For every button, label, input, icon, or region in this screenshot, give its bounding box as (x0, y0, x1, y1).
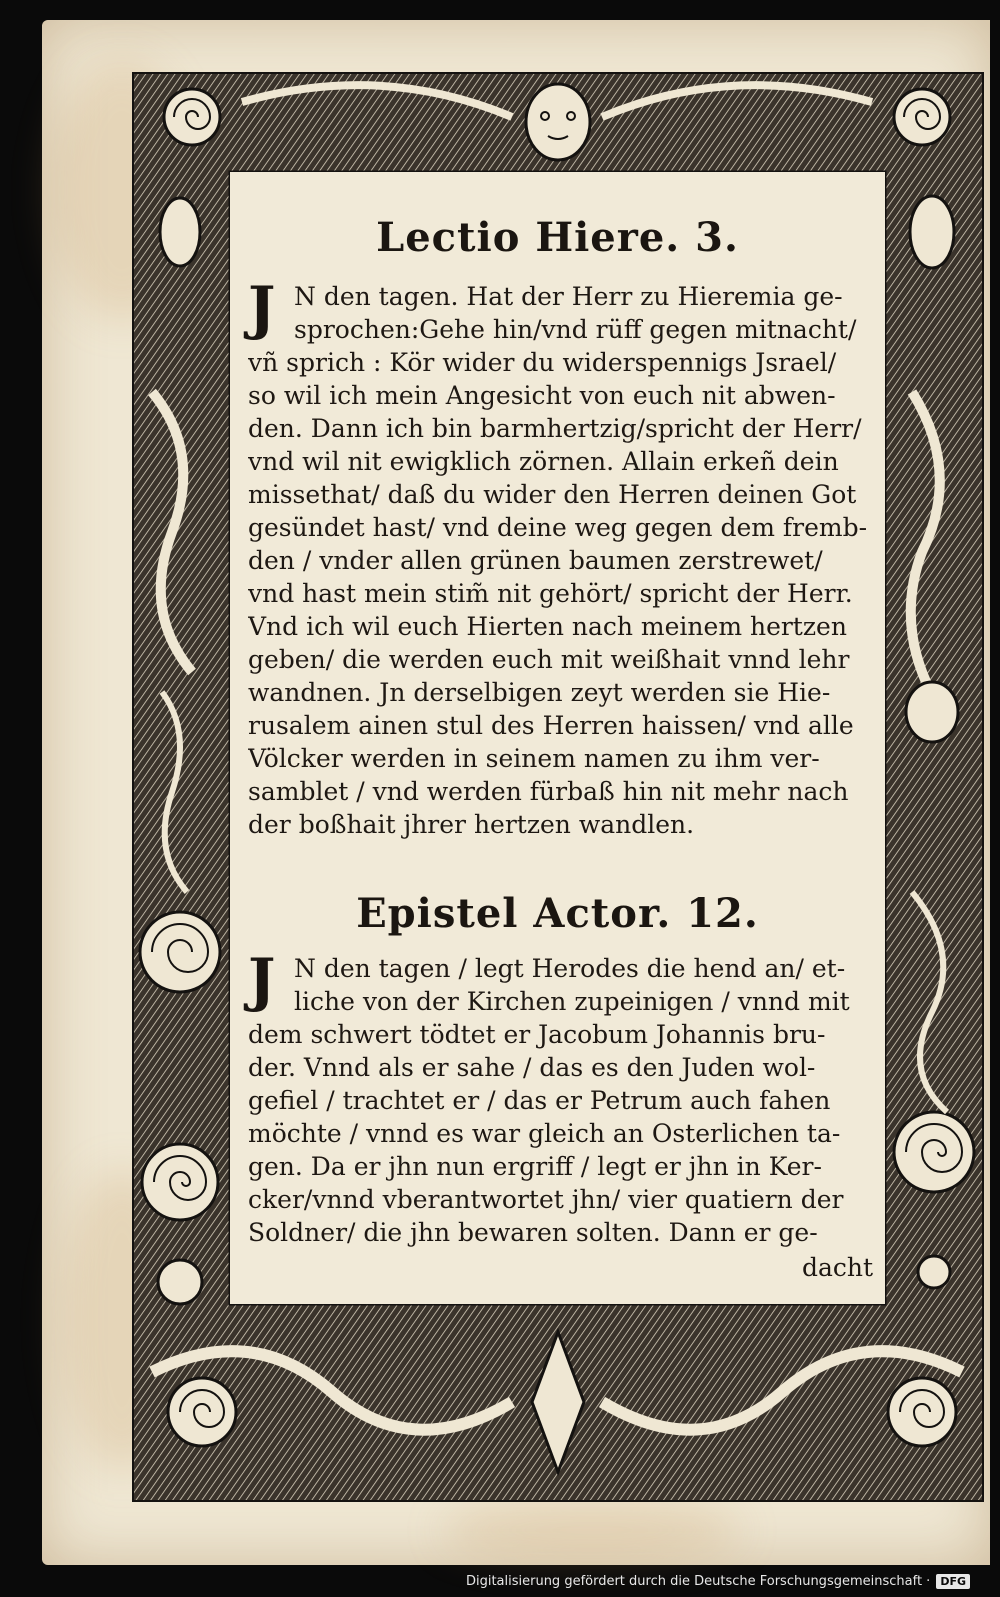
text-line: vnd hast mein stim̃ nit gehört/ spricht der Herr. (248, 579, 853, 608)
text-line: gesündet hast/ vnd deine weg gegen dem fremb- (248, 513, 868, 542)
text-line: N den tagen / legt Herodes die hend an/ et- (294, 954, 846, 983)
text-line: den / vnder allen grünen baumen zerstrewet/ (248, 546, 823, 575)
text-line: so wil ich mein Angesicht von euch nit abwen- (248, 381, 836, 410)
text-line: missethat/ daß du wider den Herren deinen Got (248, 480, 857, 509)
credit-text: Digitalisierung gefördert durch die Deutsche Forschungsgemeinschaft · (465, 1574, 931, 1589)
text-line: gen. Da er jhn nun ergriff / legt er jhn in Ker- (248, 1152, 822, 1181)
epistel-text (248, 946, 873, 1249)
drop-capital: J (248, 946, 276, 1014)
dfg-logo: DFG (936, 1574, 970, 1589)
text-line: samblet / vnd werden fürbaß hin nit mehr nach (248, 777, 849, 806)
text-line: wandnen. Jn derselbigen zeyt werden sie Hie- (248, 678, 831, 707)
text-line: cker/vnnd vberantwortet jhn/ vier quatiern der (248, 1185, 844, 1214)
text-line: Soldner/ die jhn bewaren solten. Dann er ge- (248, 1218, 818, 1247)
text-line: gefiel / trachtet er / das er Petrum auch fahen (248, 1086, 831, 1115)
catchword: dacht (801, 1253, 873, 1282)
lectio-text (248, 274, 873, 841)
text-line: sprochen:Gehe hin/vnd rüff gegen mitnacht/ (294, 315, 857, 344)
text-line: N den tagen. Hat der Herr zu Hieremia ge- (294, 282, 843, 311)
text-line: Vnd ich wil euch Hierten nach meinem hertzen (248, 612, 847, 641)
section-heading-epistel: Epistel Actor. 12. (356, 890, 759, 937)
section-heading-lectio: Lectio Hiere. 3. (376, 214, 739, 261)
text-line: rusalem ainen stul des Herren haissen/ vnd alle (248, 711, 854, 740)
text-line: der. Vnnd als er sahe / das es den Juden wol- (248, 1053, 816, 1082)
text-line: dem schwert tödtet er Jacobum Johannis bru- (248, 1020, 826, 1049)
text-line: vnd wil nit ewigklich zörnen. Allain erkeñ dein (248, 447, 839, 476)
text-line: vñ sprich : Kör wider du widerspennigs Jsrael/ (248, 348, 837, 377)
text-line: geben/ die werden euch mit weißhait vnnd lehr (248, 645, 850, 674)
text-line: den. Dann ich bin barmhertzig/spricht der Herr/ (248, 414, 862, 443)
text-line: möchte / vnnd es war gleich an Osterlichen ta- (248, 1119, 841, 1148)
text-line: Völcker werden in seinem namen zu ihm ver- (248, 744, 820, 773)
text-line: liche von der Kirchen zupeinigen / vnnd mit (294, 987, 850, 1016)
text-block (230, 172, 885, 1304)
text-line: der boßhait jhrer hertzen wandlen. (248, 810, 695, 839)
digitization-credit (466, 1574, 970, 1589)
drop-capital: J (248, 274, 276, 342)
